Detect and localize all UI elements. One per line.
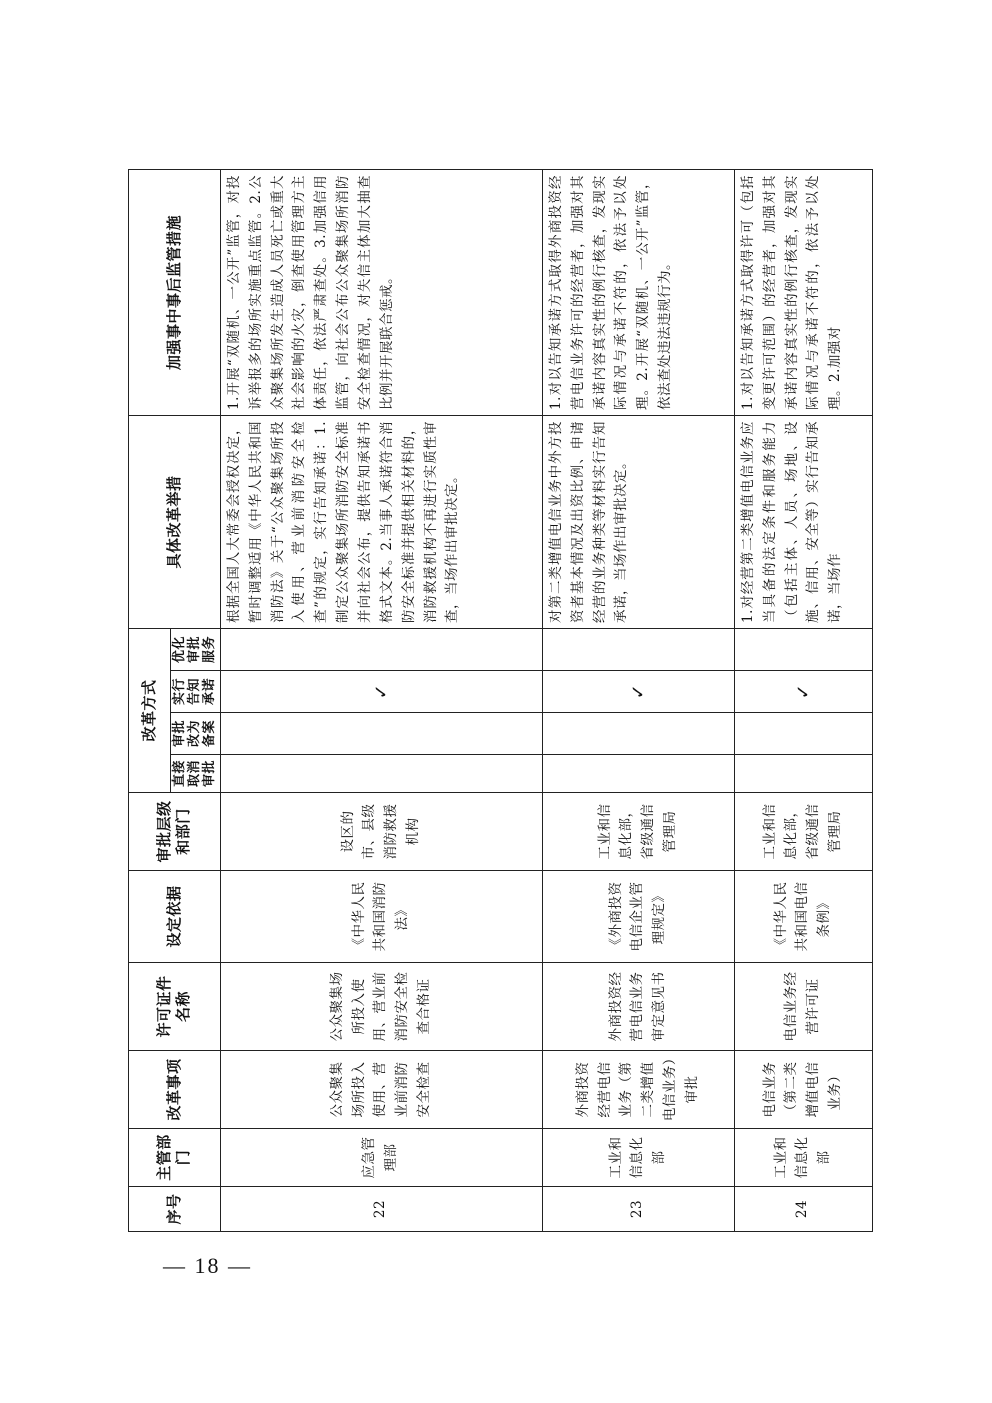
cell-dept: 工业和信息化部 [734, 1129, 872, 1187]
cell-seq: 22 [220, 1187, 542, 1232]
header-supervision: 加强事中事后监管措施 [129, 169, 221, 415]
header-item: 改革事项 [129, 1051, 221, 1129]
header-mode-cancel: 直接取消审批 [171, 755, 221, 793]
cell-level: 工业和信息化部，省级通信管理局 [734, 793, 872, 871]
cell-basis: 《中华人民共和国电信条例》 [734, 871, 872, 963]
cell-item: 公众聚集场所投入使用、营业前消防安全检查 [220, 1051, 542, 1129]
reform-table [128, 169, 873, 1232]
cell-mode-cancel [734, 755, 872, 793]
header-dept: 主管部门 [129, 1129, 221, 1187]
header-measures: 具体改革举措 [129, 415, 221, 628]
cell-mode-optimize [220, 628, 542, 670]
cell-level: 设区的市、县级消防救援机构 [220, 793, 542, 871]
cell-mode-notify: ✓ [220, 671, 542, 713]
cell-seq: 24 [734, 1187, 872, 1232]
cell-mode-notify: ✓ [734, 671, 872, 713]
cell-dept: 应急管理部 [220, 1129, 542, 1187]
header-mode-group: 改革方式 [129, 628, 171, 792]
cell-basis: 《中华人民共和国消防法》 [220, 871, 542, 963]
header-row-1 [129, 169, 171, 1231]
header-mode-optimize: 优化审批服务 [171, 628, 221, 670]
table-row [734, 169, 872, 1231]
cell-item: 电信业务（第二类增值电信业务） [734, 1051, 872, 1129]
header-mode-notify: 实行告知承诺 [171, 671, 221, 713]
cell-mode-filing [542, 713, 734, 755]
cell-level: 工业和信息化部，省级通信管理局 [542, 793, 734, 871]
cell-measures: 1.对经营第二类增值电信业务应当具备的法定条件和服务能力（包括主体、人员、场地、设施、信用、安全等）实行告知承诺，当场作 [734, 415, 872, 628]
cell-mode-optimize [542, 628, 734, 670]
cell-mode-optimize [734, 628, 872, 670]
header-license: 许可证件名称 [129, 963, 221, 1051]
header-mode-filing: 审批改为备案 [171, 713, 221, 755]
header-level: 审批层级和部门 [129, 793, 221, 871]
table-row [542, 169, 734, 1231]
cell-mode-filing [220, 713, 542, 755]
cell-item: 外商投资经营电信业务（第二类增值电信业务）审批 [542, 1051, 734, 1129]
cell-basis: 《外商投资电信企业管理规定》 [542, 871, 734, 963]
cell-mode-cancel [220, 755, 542, 793]
header-basis: 设定依据 [129, 871, 221, 963]
cell-supervision: 1.对以告知承诺方式取得许可（包括变更许可范围）的经营者，加强对其承诺内容真实性的例行核查，发现实际情况与承诺不符的，依法予以处理。2.加强对 [734, 169, 872, 415]
cell-license: 公众聚集场所投入使用、营业前消防安全检查合格证 [220, 963, 542, 1051]
cell-license: 电信业务经营许可证 [734, 963, 872, 1051]
cell-license: 外商投资经营电信业务审定意见书 [542, 963, 734, 1051]
page-number: — 18 — [163, 1253, 252, 1278]
cell-supervision: 1.开展“双随机、一公开”监管，对投诉举报多的场所实施重点监管。2.公众聚集场所发生造成人员死亡或重大社会影响的火灾，倒查使用管理方主体责任，依法严肃查处。3.加强信用监管，向社会公布公众聚集场所消防安全检查情况，对失信主体加大抽查比例并开展联合惩戒。 [220, 169, 542, 415]
cell-mode-cancel [542, 755, 734, 793]
cell-measures: 对第二类增值电信业务中外方投资者基本情况及出资比例、申请经营的业务种类等材料实行告知承诺，当场作出审批决定。 [542, 415, 734, 628]
cell-seq: 23 [542, 1187, 734, 1232]
cell-supervision: 1.对以告知承诺方式取得外商投资经营电信业务许可的经营者，加强对其承诺内容真实性的例行核查，发现实际情况与承诺不符的，依法予以处理。2.开展“双随机、一公开”监管，依法查处违法违规行为。 [542, 169, 734, 415]
header-seq: 序号 [129, 1187, 221, 1232]
cell-mode-notify: ✓ [542, 671, 734, 713]
rotated-table-container [128, 170, 864, 1232]
cell-dept: 工业和信息化部 [542, 1129, 734, 1187]
cell-measures: 根据全国人大常委会授权决定，暂时调整适用《中华人民共和国消防法》关于“公众聚集场所投入使用、营业前消防安全检查”的规定，实行告知承诺：1.制定公众聚集场所消防安全标准并向社会公布，提供告知承诺书格式文本。2.当事人承诺符合消防安全标准并提供相关材料的，消防救援机构不再进行实质性审查，当场作出审批决定。 [220, 415, 542, 628]
cell-mode-filing [734, 713, 872, 755]
table-row [220, 169, 542, 1231]
